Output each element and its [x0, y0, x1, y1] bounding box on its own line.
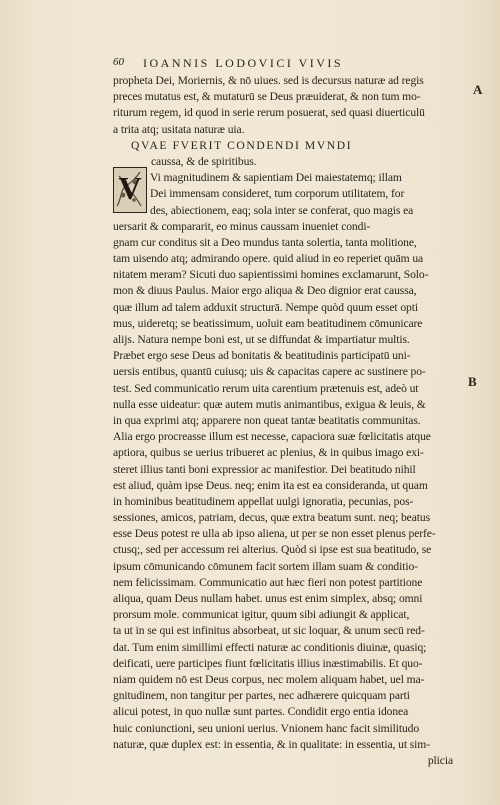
running-head: IOANNIS LODOVICI VIVIS [143, 56, 344, 70]
text-line: quæ illum ad talem adduxit structurā. Nempe quòd quum esset opti [113, 300, 418, 314]
text-line: Dei immensam consideret, tum corporum utilitatem, for [150, 187, 405, 201]
text-line: esse Deus potest re ulla ab ipso aliena, ut per se non esset plenus perfe- [113, 527, 436, 541]
drop-cap-letter: V [118, 170, 142, 206]
text-line: huic coniunctioni, seu unioni uerius. Vnionem hanc facit similitudo [113, 721, 420, 735]
text-line: tam uisendo atq; admirando opere. quid aliud in eo reperiet quām ua [113, 252, 424, 266]
chapter-heading: QVAE FVERIT CONDENDI MVNDI [131, 138, 353, 152]
text-line: aliqua, quam Deus nullam habet. unus est enim simplex, absq; omni [113, 592, 423, 605]
text-line: dat. Tum enim simillimi effecti naturæ ac conditionis diuinæ, quasiq; [113, 640, 427, 654]
text-line: gnitudinem, non tangitur per partes, nec adhærere quicquam parti [113, 689, 410, 703]
text-line: ctusq;, sed per accessum rei alterius. Quòd si ipse est sua beatitudo, se [113, 543, 432, 557]
text-line: nulla esse uideatur: quæ autem mutis animantibus, exigua & leuis, & [113, 397, 426, 411]
text-line: mon & diuus Paulus. Maior ergo aliqua & Deo dignior erat caussa, [113, 284, 417, 298]
text-line: uersis entibus, quantū cuiusq; uis & capacitas capere ac sustinere po- [113, 365, 426, 379]
text-line: uersarit & compararit, eo minus caussam inueniet condi- [113, 219, 371, 233]
text-line: des, abiectionem, eaq; sola inter se conferat, quo magis ea [150, 203, 414, 217]
text-line: prorsum mole. communicat igitur, quum sibi adiungit & applicat, [113, 608, 410, 622]
text-line: ta ut in se qui est infinitus absorbeat, ut sic loquar, & unum secū red- [113, 624, 425, 638]
text-line: alijs. Natura nempe boni est, ut se diffundat & impartiatur multis. [113, 333, 410, 346]
page-header [113, 56, 413, 70]
margin-letter-b: B [468, 374, 477, 389]
body-text [113, 73, 463, 769]
text-line: riturum regem, id quod in serie rerum posuerat, sed quasi diuerticulū [113, 106, 425, 120]
text-line: est aliud, quàm ipse Deus. neq; enim ita est ea consideranda, ut quam [113, 478, 428, 492]
text-line: nitatem meram? Sicuti duo sapientissimi homines exclamarunt, Solo- [113, 268, 429, 282]
text-line: gnam cur conditus sit a Deo mundus tanta solertia, tanta molitione, [113, 235, 417, 249]
text-line: test. Sed communicatio rerum uita carentium prætenuis est, adeò ut [113, 381, 419, 395]
text-line: deificati, uere participes fiunt fœlicitatis illius inæstimabilis. Et quo- [113, 656, 423, 670]
text-line: ipsum cōmunicando cōmunem facit sortem illam suam & conditio- [113, 559, 418, 573]
text-line: sessiones, amicos, patriam, decus, quæ extra beatum sunt. neq; beatus [113, 511, 431, 525]
page-number: 60 [113, 56, 124, 68]
text-line: steret illius tanti boni expressior ac manifestior. Dei beatitudo nihil [113, 462, 416, 476]
margin-letter-a: A [473, 82, 483, 97]
text-line: alicui potest, in quo nullæ sunt partes. Condidit ergo entia idonea [113, 705, 409, 719]
text-line: Alia ergo procreasse illum est necesse, capaciora suæ fœlicitatis atque [113, 430, 431, 444]
text-line: preces mutatus est, & mutaturū se Deus præuiderat, & non tum mo- [113, 90, 421, 104]
text-line: a trita atq; usitata naturæ uia. [113, 122, 245, 136]
text-line: Vi magnitudinem & sapientiam Dei maiestatemq; illam [150, 171, 402, 185]
text-line: in qua exprimi atq; apparere non queat tantæ beatitatis communitas. [113, 413, 421, 427]
text-line: nem felicissimam. Communicatio aut hæc fieri non potest partitione [113, 575, 423, 589]
text-line: aptiora, quibus se uerius tribueret ac plenius, & in quibus imago exi- [113, 446, 424, 460]
text-line: niam quidem nō est Deus corpus, nec molem aliquam habet, uel ma- [113, 672, 425, 686]
chapter-subheading: caussa, & de spiritibus. [151, 154, 257, 168]
text-line: propheta Dei, Moriernis, & nō uiues. sed is decursus naturæ ad regis [113, 74, 424, 87]
text-line: naturæ, quæ duplex est: in essentia, & in qualitate: in essentia, ut sim- [113, 737, 430, 751]
catchword: plicia [427, 753, 453, 767]
text-line: Præbet ergo sese Deus ad bonitatis & beatitudinis participatū uni- [113, 349, 411, 363]
text-line: in hominibus beatitudinem appellat uulgi ignoratia, pecunias, pos- [113, 494, 414, 508]
text-line: mus, uideretq; se beatissimum, uoluit eam beatitudinem cōmunicare [113, 316, 423, 330]
